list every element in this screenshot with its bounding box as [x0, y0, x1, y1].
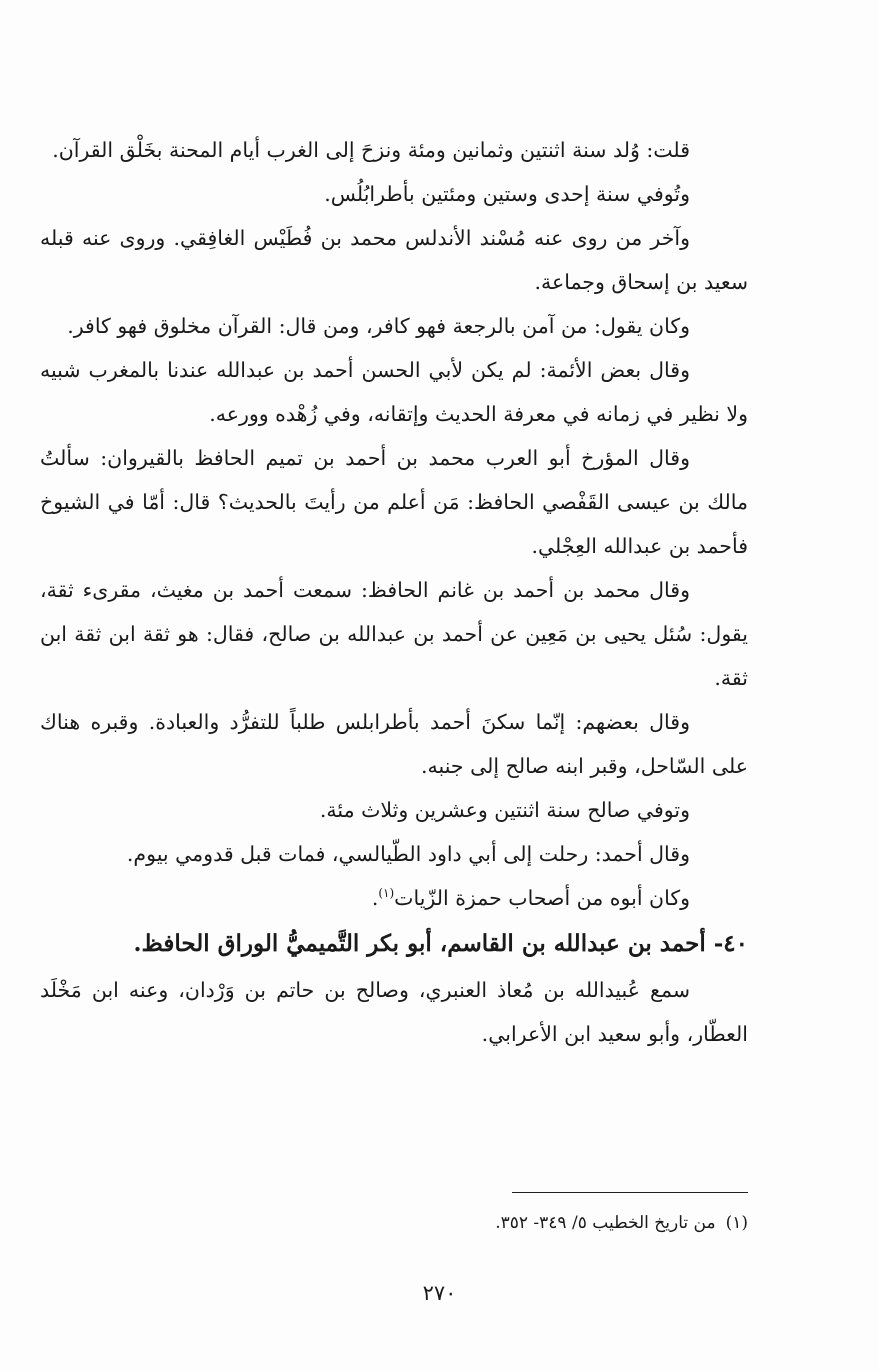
paragraph-tayalisi: وقال أحمد: رحلت إلى أبي داود الطّيالسي، فمات قبل قدومي بيوم.: [126, 842, 690, 866]
footnote-divider: [512, 1192, 748, 1193]
page-number: ٢٧٠: [422, 1281, 457, 1305]
footnote-text: من تاريخ الخطيب ٥/ ٣٤٩- ٣٥٢.: [495, 1213, 716, 1233]
paragraph-birth: قلت: وُلد سنة اثنتين وثمانين ومئة ونزحَ إلى الغرب أيام المحنة بخَلْق القرآن.: [52, 138, 690, 162]
paragraph-father-text: وكان أبوه من أصحاب حمزة الزّيات: [394, 886, 690, 910]
footnote-number: (١): [725, 1213, 748, 1233]
paragraph-death: وتُوفي سنة إحدى وستين ومئتين بأطرابُلُس.: [324, 182, 690, 206]
paragraph-saying: وكان يقول: من آمن بالرجعة فهو كافر، ومن قال: القرآن مخلوق فهو كافر.: [67, 314, 690, 338]
entry-body: سمع عُبيدالله بن مُعاذ العنبري، وصالح بن حاتم بن وَرْدان، وعنه ابن مَخْلَد العطّار، وأبو سعيد ابن الأعرابي.: [40, 978, 748, 1046]
footnote-marker[interactable]: (١): [378, 886, 395, 901]
main-text: [40, 128, 748, 1056]
paragraph-tripoli: وقال بعضهم: إنّما سكنَ أحمد بأطرابلس طلباً للتفرُّد والعبادة. وقبره هناك على السّاحل، وقبر ابنه صالح إلى جنبه.: [40, 710, 748, 778]
paragraph-salih-death: وتوفي صالح سنة اثنتين وعشرين وثلاث مئة.: [319, 798, 690, 822]
paragraph-father: [40, 876, 748, 920]
paragraph-abu-al-arab: وقال المؤرخ أبو العرب محمد بن أحمد بن تميم الحافظ بالقيروان: سألتُ مالك بن عيسى القَفْصي الحافظ: مَن أعلم من رأيتَ بالحديث؟ قال: أمّا في الشيوخ فأحمد بن عبدالله العِجْلي.: [40, 446, 748, 558]
entry-heading: ٤٠- أحمد بن عبدالله بن القاسم، أبو بكر التَّميميُّ الوراق الحافظ.: [133, 930, 748, 957]
paragraph-praise: وقال بعض الأئمة: لم يكن لأبي الحسن أحمد بن عبدالله عندنا بالمغرب شبيه ولا نظير في زمانه في معرفة الحديث وإتقانه، وفي زُهْده وورعه.: [40, 358, 748, 426]
footnote: [300, 1208, 748, 1238]
paragraph-father-end: .: [371, 886, 379, 910]
paragraph-ibn-ghanim: وقال محمد بن أحمد بن غانم الحافظ: سمعت أحمد بن مغيث، مقرىء ثقة، يقول: سُئل يحيى بن مَعِين عن أحمد بن عبدالله بن صالح، فقال: هو ثقة ابن ثقة ابن ثقة.: [40, 578, 748, 690]
paragraph-narrators: وآخر من روى عنه مُسْند الأندلس محمد بن فُطَيْس الغافِقي. وروى عنه قبله سعيد بن إسحاق وجماعة.: [40, 226, 748, 294]
